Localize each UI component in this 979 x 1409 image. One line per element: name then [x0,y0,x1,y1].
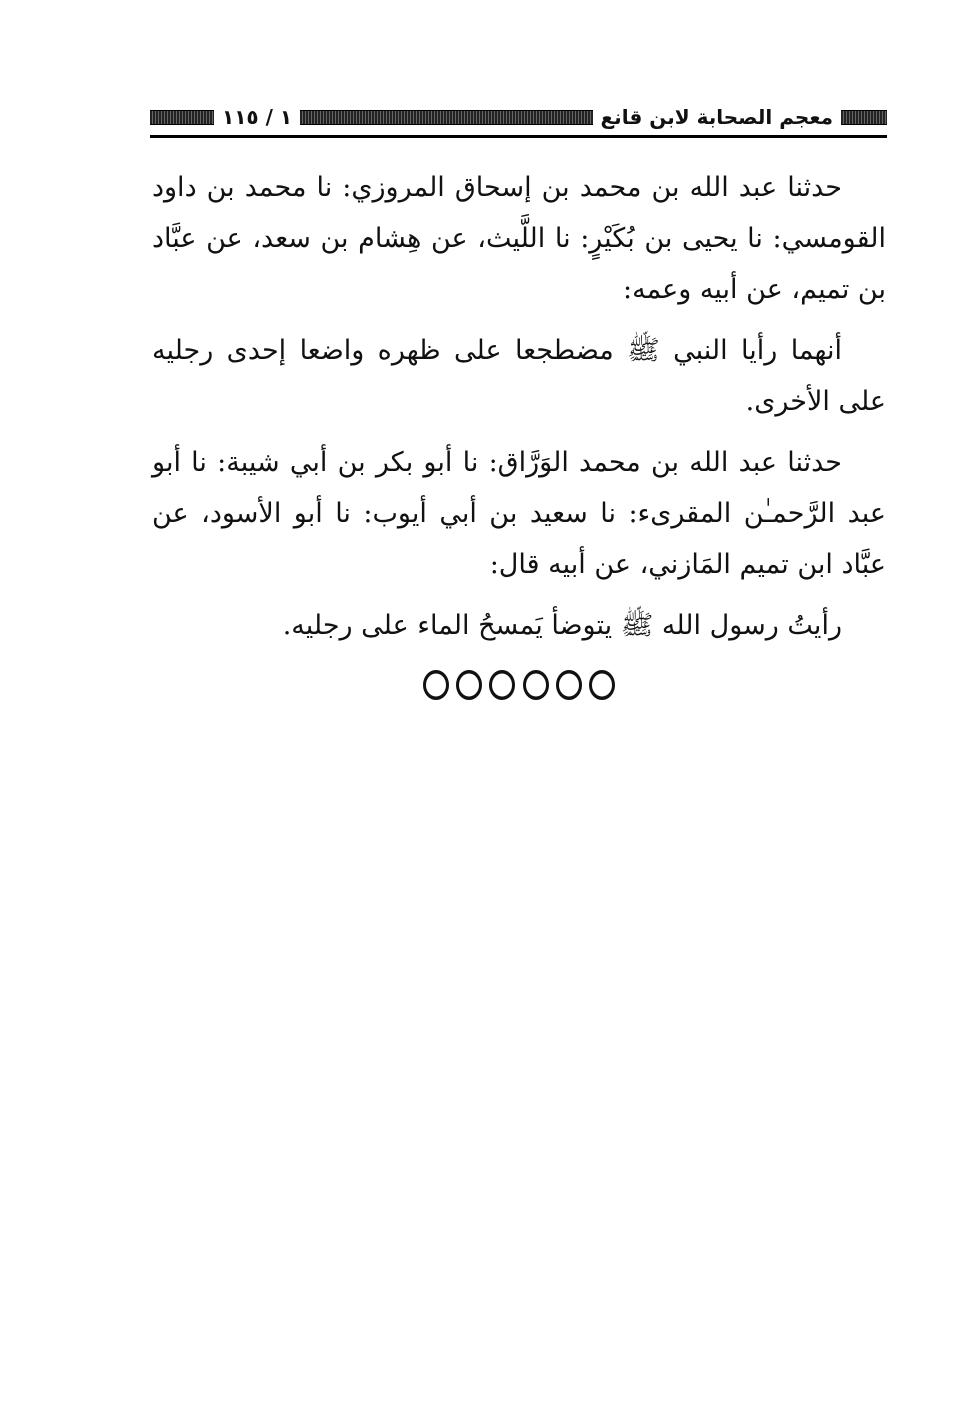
header-ornament-bar [300,110,592,125]
header-ornament-bar [150,110,214,125]
separator-ring-icon [523,670,549,700]
header-row [150,104,887,130]
separator-ring-icon [423,670,449,700]
paragraph-isnad-1: حدثنا عبد الله بن محمد بن إسحاق المروزي: نا محمد بن داود القومسي: نا يحيى بن بُكَيْرٍ: نا اللَّيث، عن هِشام بن سعد، عن عبَّاد بن تميم، عن أبيه وعمه: [152,172,886,305]
header-ornament-bar [841,110,887,125]
separator-ring-icon [556,670,582,700]
book-title: معجم الصحابة لابن قانع [600,105,833,129]
running-header [150,98,887,138]
page-reference: ١ / ١١٥ [222,105,293,129]
separator-ring-icon [489,670,515,700]
paragraph-isnad-2: حدثنا عبد الله بن محمد الوَرَّاق: نا أبو بكر بن أبي شيبة: نا أبو عبد الرَّحمـٰن المقرىء: نا سعيد بن أبي أيوب: نا أبو الأسود، عن عبَّاد ابن تميم المَازني، عن أبيه قال: [152,447,886,580]
section-separator [423,667,615,703]
header-rule [150,135,887,138]
paragraph-matn-1: أنهما رأيا النبي ﷺ مضطجعا على ظهره واضعا إحدى رجليه على الأخرى. [152,335,886,417]
separator-ring-icon [456,670,482,700]
main-text [152,162,886,651]
separator-ring-icon [589,670,615,700]
paragraph-matn-2: رأيتُ رسول الله ﷺ يتوضأ يَمسحُ الماء على رجليه. [282,610,842,641]
